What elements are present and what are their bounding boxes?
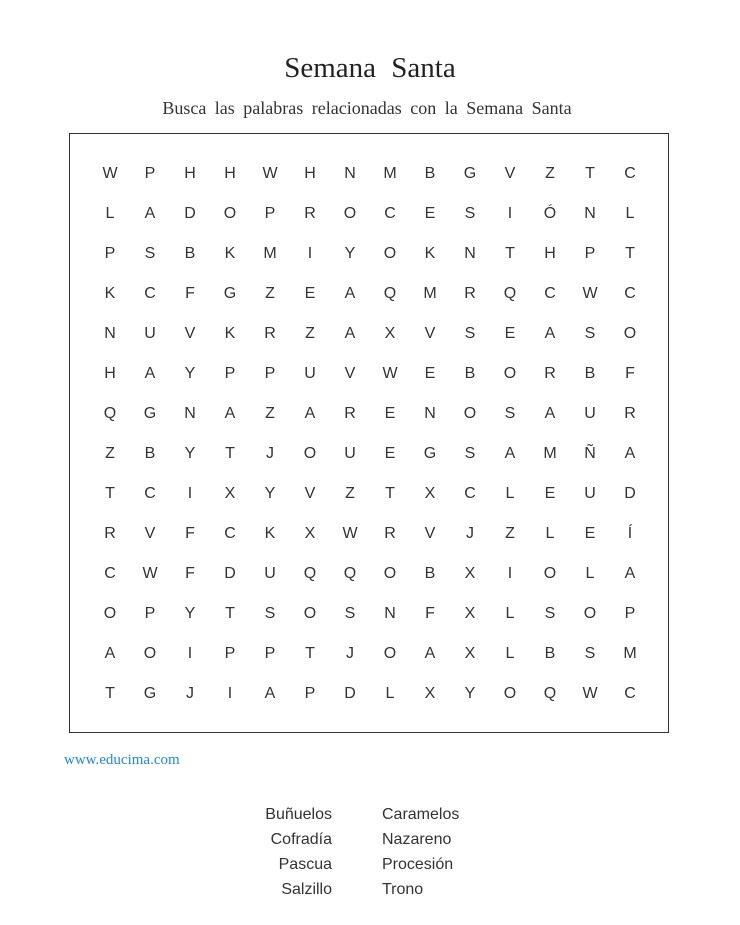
grid-letter: Q xyxy=(543,685,557,702)
word-list-item: Salzillo xyxy=(281,881,332,898)
grid-letter: Y xyxy=(184,445,196,462)
word-list-item: Caramelos xyxy=(382,806,460,823)
grid-letter: T xyxy=(505,245,515,262)
grid-letter: A xyxy=(624,565,636,582)
grid-letter: B xyxy=(184,245,196,262)
grid-letter: M xyxy=(383,165,397,182)
grid-letter: B xyxy=(144,445,156,462)
grid-letter: P xyxy=(264,645,276,662)
grid-letter: F xyxy=(185,285,195,302)
grid-letter: S xyxy=(584,325,596,342)
grid-letter: X xyxy=(384,325,396,342)
grid-letter: A xyxy=(344,325,356,342)
grid-letter: Y xyxy=(464,685,476,702)
grid-letter: Z xyxy=(305,325,315,342)
grid-letter: R xyxy=(264,325,276,342)
grid-letter: J xyxy=(266,445,274,462)
grid-letter: O xyxy=(143,645,157,662)
grid-letter: P xyxy=(224,365,236,382)
grid-letter: Í xyxy=(627,525,633,542)
grid-letter: M xyxy=(623,645,637,662)
grid-letter: C xyxy=(384,205,396,222)
grid-letter: V xyxy=(504,165,516,182)
grid-letter: E xyxy=(384,445,396,462)
grid-letter: Y xyxy=(184,605,196,622)
grid-letter: I xyxy=(507,565,513,582)
grid-letter: S xyxy=(144,245,156,262)
grid-letter: F xyxy=(185,565,195,582)
word-list-item: Procesión xyxy=(382,856,454,873)
grid-letter: W xyxy=(142,565,158,582)
grid-letter: C xyxy=(544,285,556,302)
grid-letter: P xyxy=(104,245,116,262)
grid-letter: A xyxy=(424,645,436,662)
grid-letter: D xyxy=(344,685,356,702)
grid-letter: C xyxy=(624,685,636,702)
grid-letter: O xyxy=(623,325,637,342)
grid-letter: X xyxy=(304,525,316,542)
grid-letter: A xyxy=(504,445,516,462)
grid-letter: T xyxy=(625,245,635,262)
grid-letter: W xyxy=(262,165,278,182)
grid-letter: A xyxy=(144,205,156,222)
grid-letter: A xyxy=(104,645,116,662)
grid-letter: K xyxy=(104,285,116,302)
grid-letter: A xyxy=(144,365,156,382)
grid-letter: I xyxy=(507,205,513,222)
grid-letter: W xyxy=(102,165,118,182)
page-title: Semana Santa xyxy=(284,52,456,84)
grid-letter: P xyxy=(624,605,636,622)
grid-letter: A xyxy=(544,405,556,422)
grid-letter: R xyxy=(304,205,316,222)
grid-letter: U xyxy=(304,365,316,382)
grid-letter: B xyxy=(424,165,436,182)
grid-letter: H xyxy=(224,165,236,182)
grid-letter: Z xyxy=(265,405,275,422)
grid-letter: P xyxy=(144,605,156,622)
grid-letter: P xyxy=(224,645,236,662)
grid-letter: C xyxy=(224,525,236,542)
grid-letter: T xyxy=(225,605,235,622)
grid-letter: U xyxy=(344,445,356,462)
grid-letter: C xyxy=(144,285,156,302)
grid-letter: P xyxy=(264,205,276,222)
grid-letter: L xyxy=(385,685,395,702)
grid-letter: A xyxy=(344,285,356,302)
grid-letter: N xyxy=(184,405,196,422)
grid-letter: G xyxy=(143,405,157,422)
grid-letter: M xyxy=(263,245,277,262)
word-list-item: Pascua xyxy=(278,856,332,873)
grid-letter: E xyxy=(424,205,436,222)
grid-letter: A xyxy=(224,405,236,422)
grid-letter: L xyxy=(585,565,595,582)
grid-letter: W xyxy=(342,525,358,542)
grid-letter: X xyxy=(224,485,236,502)
grid-letter: A xyxy=(544,325,556,342)
grid-letter: N xyxy=(344,165,356,182)
grid-letter: S xyxy=(464,205,476,222)
grid-letter: L xyxy=(505,605,515,622)
grid-letter: N xyxy=(424,405,436,422)
grid-letter: F xyxy=(625,365,635,382)
grid-letter: I xyxy=(187,645,193,662)
grid-letter: L xyxy=(625,205,635,222)
grid-letter: G xyxy=(463,165,477,182)
grid-letter: S xyxy=(544,605,556,622)
grid-letter: Q xyxy=(343,565,357,582)
grid-letter: O xyxy=(383,645,397,662)
grid-letter: N xyxy=(384,605,396,622)
grid-letter: D xyxy=(224,565,236,582)
grid-letter: A xyxy=(304,405,316,422)
grid-letter: B xyxy=(544,645,556,662)
grid-letter: I xyxy=(227,685,233,702)
grid-letter: K xyxy=(264,525,276,542)
grid-letter: O xyxy=(103,605,117,622)
grid-letter: S xyxy=(464,325,476,342)
grid-letter: V xyxy=(344,365,356,382)
word-list-item: Trono xyxy=(382,881,424,898)
grid-letter: W xyxy=(582,685,598,702)
grid-letter: R xyxy=(344,405,356,422)
grid-letter: K xyxy=(224,245,236,262)
grid-letter: T xyxy=(385,485,395,502)
grid-letter: Ó xyxy=(543,205,557,222)
grid-letter: K xyxy=(224,325,236,342)
grid-letter: Ñ xyxy=(584,445,596,462)
grid-letter: D xyxy=(184,205,196,222)
grid-letter: L xyxy=(545,525,555,542)
grid-letter: C xyxy=(464,485,476,502)
grid-letter: B xyxy=(464,365,476,382)
grid-letter: Z xyxy=(545,165,555,182)
grid-letter: X xyxy=(464,605,476,622)
grid-letter: S xyxy=(584,645,596,662)
grid-letter: V xyxy=(424,525,436,542)
grid-letter: M xyxy=(543,445,557,462)
grid-letter: C xyxy=(624,285,636,302)
grid-letter: J xyxy=(186,685,194,702)
grid-letter: B xyxy=(424,565,436,582)
grid-letter: Z xyxy=(105,445,115,462)
grid-letter: O xyxy=(383,245,397,262)
grid-letter: E xyxy=(424,365,436,382)
grid-letter: H xyxy=(544,245,556,262)
page-subtitle: Busca las palabras relacionadas con la Semana Santa xyxy=(162,98,572,118)
grid-letter: R xyxy=(104,525,116,542)
grid-letter: S xyxy=(264,605,276,622)
grid-letter: X xyxy=(464,645,476,662)
grid-letter: Q xyxy=(383,285,397,302)
grid-letter: P xyxy=(304,685,316,702)
grid-letter: U xyxy=(584,485,596,502)
grid-letter: S xyxy=(504,405,516,422)
grid-letter: E xyxy=(504,325,516,342)
grid-letter: G xyxy=(143,685,157,702)
grid-letter: J xyxy=(466,525,474,542)
grid-letter: C xyxy=(104,565,116,582)
grid-letter: P xyxy=(584,245,596,262)
grid-letter: Y xyxy=(184,365,196,382)
grid-letter: E xyxy=(304,285,316,302)
grid-letter: S xyxy=(464,445,476,462)
grid-letter: H xyxy=(184,165,196,182)
word-search-grid xyxy=(69,133,669,733)
grid-letter: J xyxy=(346,645,354,662)
grid-letter: R xyxy=(464,285,476,302)
grid-letter: N xyxy=(464,245,476,262)
grid-letter: R xyxy=(544,365,556,382)
grid-letter: N xyxy=(584,205,596,222)
grid-letter: Q xyxy=(303,565,317,582)
grid-letter: X xyxy=(424,485,436,502)
grid-letter: A xyxy=(624,445,636,462)
grid-letter: U xyxy=(584,405,596,422)
grid-letter: T xyxy=(105,485,115,502)
grid-letter: S xyxy=(344,605,356,622)
grid-letter: L xyxy=(105,205,115,222)
grid-letter: O xyxy=(383,565,397,582)
grid-letter: B xyxy=(584,365,596,382)
grid-letter: Z xyxy=(505,525,515,542)
grid-letter: U xyxy=(264,565,276,582)
grid-letter: Q xyxy=(503,285,517,302)
grid-letter: X xyxy=(424,685,436,702)
grid-letter: H xyxy=(104,365,116,382)
grid-letter: V xyxy=(184,325,196,342)
grid-letter: A xyxy=(264,685,276,702)
grid-letter: L xyxy=(505,485,515,502)
grid-letter: T xyxy=(105,685,115,702)
grid-letter: U xyxy=(144,325,156,342)
grid-letter: G xyxy=(423,445,437,462)
grid-letter: Z xyxy=(265,285,275,302)
grid-letter: H xyxy=(304,165,316,182)
grid-letter: K xyxy=(424,245,436,262)
word-list-item: Cofradía xyxy=(270,831,332,848)
grid-letter: E xyxy=(384,405,396,422)
grid-letter: X xyxy=(464,565,476,582)
grid-letter: T xyxy=(225,445,235,462)
grid-letter: C xyxy=(144,485,156,502)
grid-letter: T xyxy=(585,165,595,182)
grid-letter: O xyxy=(543,565,557,582)
grid-letter: O xyxy=(463,405,477,422)
grid-letter: Y xyxy=(344,245,356,262)
grid-letter: M xyxy=(423,285,437,302)
grid-letter: O xyxy=(303,605,317,622)
grid-letter: O xyxy=(583,605,597,622)
grid-letter: V xyxy=(144,525,156,542)
grid-letter: V xyxy=(424,325,436,342)
grid-letter: F xyxy=(425,605,435,622)
grid-letter: Y xyxy=(264,485,276,502)
grid-letter: L xyxy=(505,645,515,662)
grid-letter: R xyxy=(624,405,636,422)
grid-letter: O xyxy=(343,205,357,222)
grid-letter: C xyxy=(624,165,636,182)
grid-letter: O xyxy=(503,365,517,382)
grid-letter: D xyxy=(624,485,636,502)
grid-letter: N xyxy=(104,325,116,342)
grid-letter: P xyxy=(264,365,276,382)
word-list-item: Buñuelos xyxy=(265,806,332,823)
grid-letter: G xyxy=(223,285,237,302)
grid-letter: V xyxy=(304,485,316,502)
grid-letter: W xyxy=(582,285,598,302)
grid-letter: O xyxy=(503,685,517,702)
grid-letter: O xyxy=(303,445,317,462)
grid-letter: W xyxy=(382,365,398,382)
grid-letter: E xyxy=(544,485,556,502)
grid-letter: T xyxy=(305,645,315,662)
grid-letter: O xyxy=(223,205,237,222)
grid-letter: R xyxy=(384,525,396,542)
grid-letter: I xyxy=(187,485,193,502)
grid-letter: P xyxy=(144,165,156,182)
grid-letter: I xyxy=(307,245,313,262)
grid-letter: Q xyxy=(103,405,117,422)
grid-letter: F xyxy=(185,525,195,542)
educima-link[interactable]: www.educima.com xyxy=(64,752,180,768)
grid-letter: E xyxy=(584,525,596,542)
word-list-item: Nazareno xyxy=(382,831,452,848)
grid-letter: Z xyxy=(345,485,355,502)
